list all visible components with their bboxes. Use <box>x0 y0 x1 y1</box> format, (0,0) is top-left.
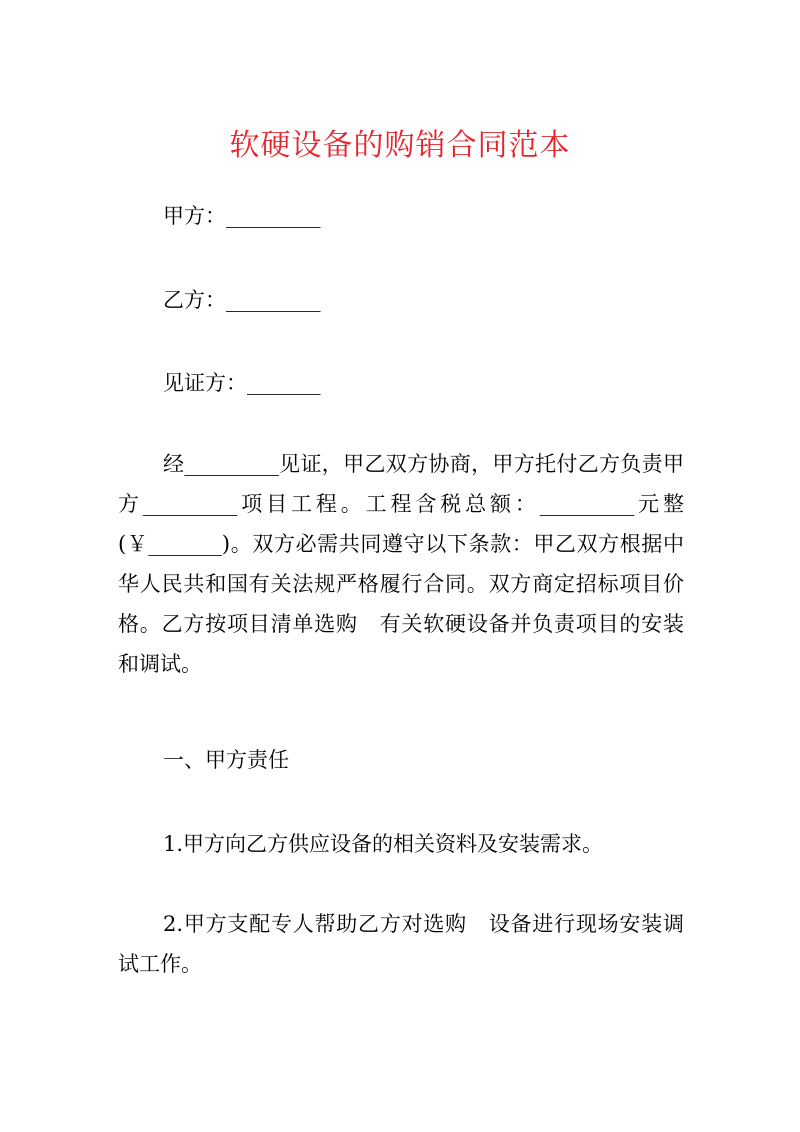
section-heading-party-a-responsibility: 一、甲方责任 <box>163 748 289 772</box>
clause-item-1: 1.甲方向乙方供应设备的相关资料及安装需求。 <box>163 832 604 856</box>
witness-line: 见证方：_______ <box>163 371 321 395</box>
clause-item-2: 2.甲方支配专人帮助乙方对选购 设备进行现场安装调试工作。 <box>118 912 684 976</box>
party-a-line: 甲方：_________ <box>163 204 321 228</box>
party-b-line: 乙方：_________ <box>163 288 321 312</box>
intro-paragraph: 经_________见证，甲乙双方协商，甲方托付乙方负责甲方_________项目工程。工程含税总额：_________元整(￥_______)。双方必需共同遵守以下条款：甲乙双方根据中华人民共和国有关法规严格履行合同。双方商定招标项目价格。乙方按项目清单选购 有关软硬设备并负责项目的安装和调试。 <box>118 452 684 676</box>
document-title: 软硬设备的购销合同范本 <box>229 128 571 163</box>
